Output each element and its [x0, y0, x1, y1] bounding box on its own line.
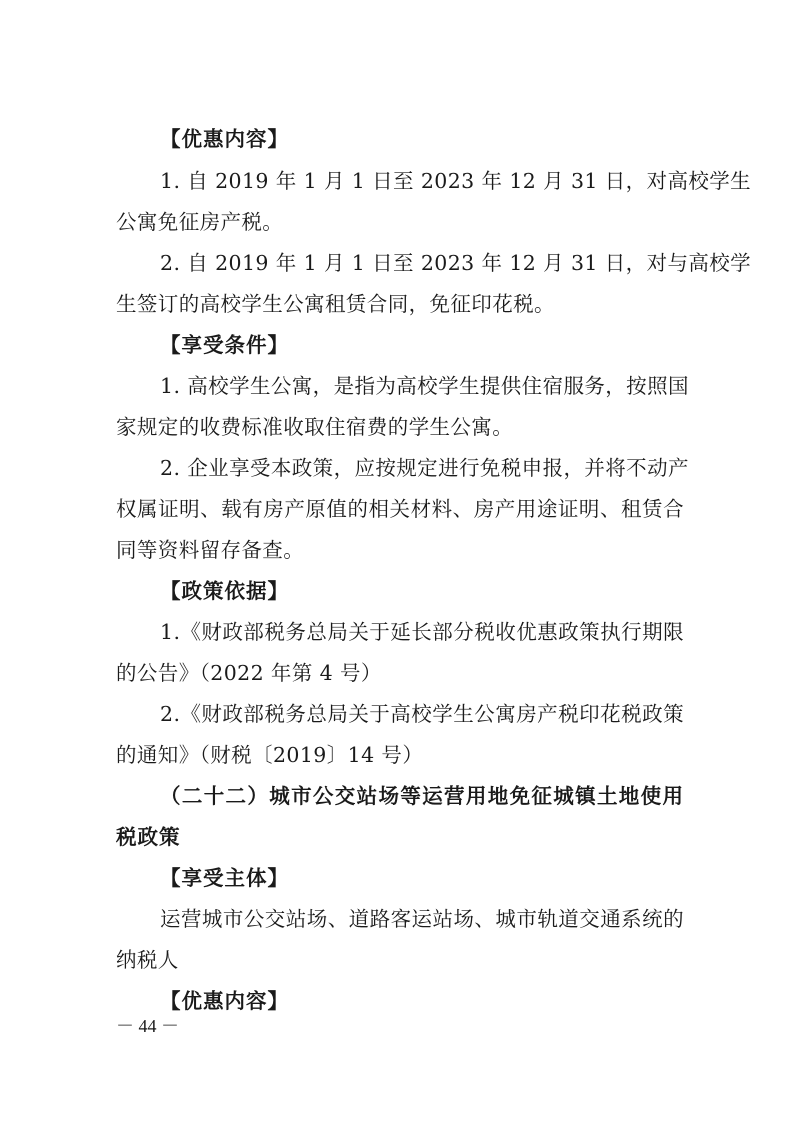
paragraph-line: 权属证明、载有房产原值的相关材料、房产用途证明、租赁合 [116, 497, 684, 521]
section-heading-beneficiary: 【享受主体】 [160, 866, 289, 890]
paragraph-line: 1. 高校学生公寓，是指为高校学生提供住宿服务，按照国 [160, 374, 689, 398]
paragraph-line: 的通知》（财税〔2019〕14 号） [116, 743, 424, 767]
paragraph-line: 1.《财政部税务总局关于延长部分税收优惠政策执行期限 [160, 620, 684, 644]
chapter-heading: （二十二）城市公交站场等运营用地免征城镇土地使用 [160, 784, 684, 808]
section-heading-eligibility: 【享受条件】 [160, 333, 289, 357]
page-number: － 44 － [116, 1016, 179, 1036]
paragraph-line: 纳税人 [116, 948, 179, 972]
section-heading-preferential-content: 【优惠内容】 [160, 989, 289, 1013]
paragraph-line: 的公告》（2022 年第 4 号） [116, 661, 382, 685]
paragraph-line: 同等资料留存备查。 [116, 538, 305, 562]
paragraph-line: 2.《财政部税务总局关于高校学生公寓房产税印花税政策 [160, 702, 684, 726]
paragraph-line: 运营城市公交站场、道路客运站场、城市轨道交通系统的 [160, 907, 684, 931]
paragraph-line: 家规定的收费标准收取住宿费的学生公寓。 [116, 415, 514, 439]
paragraph-line: 1. 自 2019 年 1 月 1 日至 2023 年 12 月 31 日，对高校学生 [160, 169, 752, 193]
paragraph-line: 2. 企业享受本政策，应按规定进行免税申报，并将不动产 [160, 456, 689, 480]
chapter-heading-continuation: 税政策 [116, 825, 181, 849]
section-heading-policy-basis: 【政策依据】 [160, 579, 289, 603]
paragraph-line: 公寓免征房产税。 [116, 210, 284, 234]
paragraph-line: 2. 自 2019 年 1 月 1 日至 2023 年 12 月 31 日，对与高校学 [160, 251, 752, 275]
paragraph-line: 生签订的高校学生公寓租赁合同，免征印花税。 [116, 292, 555, 316]
section-heading-preferential-content: 【优惠内容】 [160, 127, 289, 151]
